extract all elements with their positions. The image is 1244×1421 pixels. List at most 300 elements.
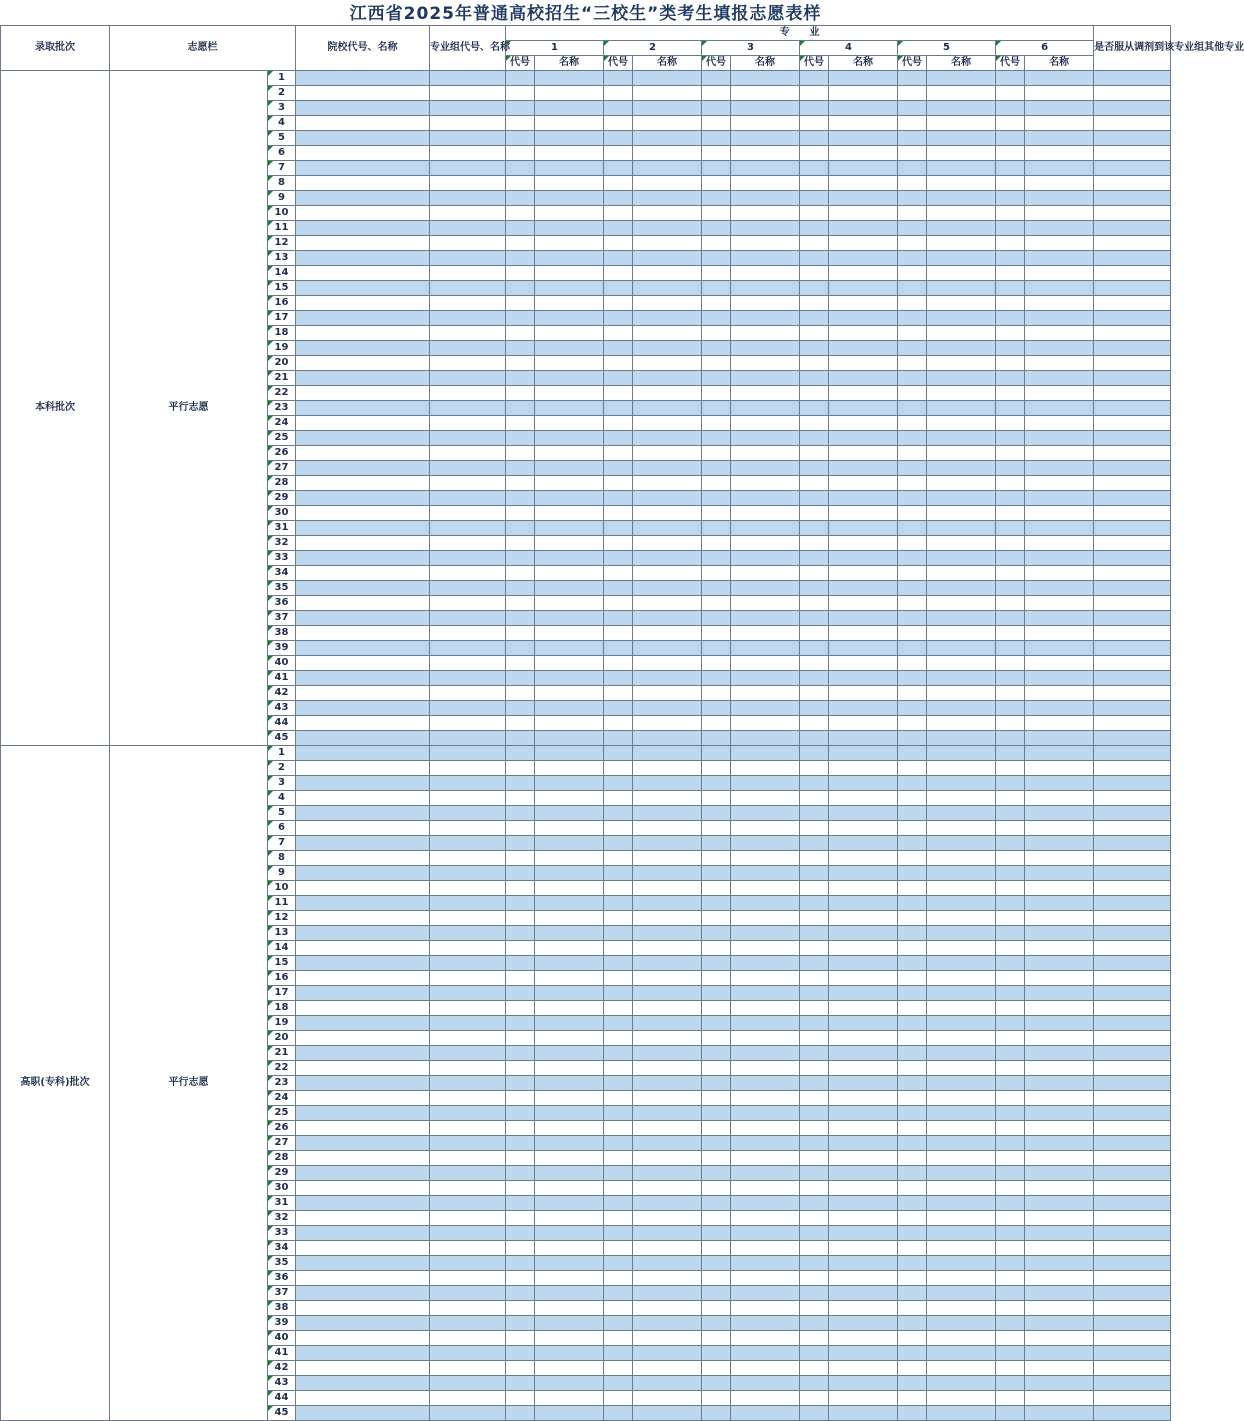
major-name-cell[interactable] xyxy=(731,926,800,941)
major-code-cell[interactable] xyxy=(996,401,1025,416)
adjust-cell[interactable] xyxy=(1094,461,1171,476)
major-code-cell[interactable] xyxy=(604,1376,633,1391)
major-name-cell[interactable] xyxy=(1025,776,1094,791)
school-cell[interactable] xyxy=(296,566,430,581)
major-code-cell[interactable] xyxy=(604,86,633,101)
major-name-cell[interactable] xyxy=(927,1376,996,1391)
major-name-cell[interactable] xyxy=(927,521,996,536)
major-code-cell[interactable] xyxy=(898,776,927,791)
school-cell[interactable] xyxy=(296,221,430,236)
major-code-cell[interactable] xyxy=(506,1001,535,1016)
major-code-cell[interactable] xyxy=(604,506,633,521)
major-code-cell[interactable] xyxy=(604,1091,633,1106)
major-code-cell[interactable] xyxy=(898,221,927,236)
major-name-cell[interactable] xyxy=(535,626,604,641)
school-cell[interactable] xyxy=(296,836,430,851)
major-name-cell[interactable] xyxy=(927,656,996,671)
major-name-cell[interactable] xyxy=(1025,386,1094,401)
major-code-cell[interactable] xyxy=(898,491,927,506)
group-cell[interactable] xyxy=(430,1301,506,1316)
major-code-cell[interactable] xyxy=(702,476,731,491)
adjust-cell[interactable] xyxy=(1094,611,1171,626)
major-name-cell[interactable] xyxy=(829,491,898,506)
major-code-cell[interactable] xyxy=(702,1376,731,1391)
major-code-cell[interactable] xyxy=(604,551,633,566)
major-name-cell[interactable] xyxy=(535,1001,604,1016)
major-name-cell[interactable] xyxy=(829,401,898,416)
major-name-cell[interactable] xyxy=(633,1196,702,1211)
major-code-cell[interactable] xyxy=(506,986,535,1001)
major-code-cell[interactable] xyxy=(800,956,829,971)
group-cell[interactable] xyxy=(430,671,506,686)
major-name-cell[interactable] xyxy=(633,341,702,356)
school-cell[interactable] xyxy=(296,71,430,86)
major-name-cell[interactable] xyxy=(829,1001,898,1016)
major-name-cell[interactable] xyxy=(535,1181,604,1196)
adjust-cell[interactable] xyxy=(1094,1106,1171,1121)
major-code-cell[interactable] xyxy=(898,1076,927,1091)
major-code-cell[interactable] xyxy=(702,776,731,791)
major-name-cell[interactable] xyxy=(633,356,702,371)
adjust-cell[interactable] xyxy=(1094,1406,1171,1421)
major-code-cell[interactable] xyxy=(702,86,731,101)
adjust-cell[interactable] xyxy=(1094,806,1171,821)
major-code-cell[interactable] xyxy=(898,296,927,311)
major-code-cell[interactable] xyxy=(898,611,927,626)
major-code-cell[interactable] xyxy=(996,206,1025,221)
major-code-cell[interactable] xyxy=(702,206,731,221)
major-name-cell[interactable] xyxy=(535,701,604,716)
major-code-cell[interactable] xyxy=(604,1211,633,1226)
major-code-cell[interactable] xyxy=(996,1346,1025,1361)
major-name-cell[interactable] xyxy=(829,761,898,776)
major-name-cell[interactable] xyxy=(731,1301,800,1316)
major-name-cell[interactable] xyxy=(535,401,604,416)
major-name-cell[interactable] xyxy=(1025,701,1094,716)
adjust-cell[interactable] xyxy=(1094,356,1171,371)
major-code-cell[interactable] xyxy=(800,401,829,416)
group-cell[interactable] xyxy=(430,1181,506,1196)
major-name-cell[interactable] xyxy=(829,266,898,281)
major-code-cell[interactable] xyxy=(506,401,535,416)
adjust-cell[interactable] xyxy=(1094,191,1171,206)
major-name-cell[interactable] xyxy=(731,476,800,491)
group-cell[interactable] xyxy=(430,341,506,356)
major-name-cell[interactable] xyxy=(829,146,898,161)
major-name-cell[interactable] xyxy=(829,326,898,341)
major-name-cell[interactable] xyxy=(633,491,702,506)
major-name-cell[interactable] xyxy=(1025,311,1094,326)
adjust-cell[interactable] xyxy=(1094,491,1171,506)
adjust-cell[interactable] xyxy=(1094,281,1171,296)
major-name-cell[interactable] xyxy=(829,671,898,686)
adjust-cell[interactable] xyxy=(1094,161,1171,176)
school-cell[interactable] xyxy=(296,266,430,281)
major-name-cell[interactable] xyxy=(535,236,604,251)
major-code-cell[interactable] xyxy=(702,881,731,896)
major-name-cell[interactable] xyxy=(535,836,604,851)
school-cell[interactable] xyxy=(296,1061,430,1076)
major-code-cell[interactable] xyxy=(996,1031,1025,1046)
major-code-cell[interactable] xyxy=(604,1346,633,1361)
major-code-cell[interactable] xyxy=(702,1391,731,1406)
major-name-cell[interactable] xyxy=(927,266,996,281)
major-code-cell[interactable] xyxy=(800,191,829,206)
group-cell[interactable] xyxy=(430,686,506,701)
major-name-cell[interactable] xyxy=(731,161,800,176)
school-cell[interactable] xyxy=(296,671,430,686)
major-name-cell[interactable] xyxy=(731,866,800,881)
major-name-cell[interactable] xyxy=(633,476,702,491)
major-name-cell[interactable] xyxy=(731,1316,800,1331)
major-name-cell[interactable] xyxy=(633,1151,702,1166)
major-code-cell[interactable] xyxy=(604,1406,633,1421)
major-code-cell[interactable] xyxy=(898,731,927,746)
major-code-cell[interactable] xyxy=(898,1151,927,1166)
major-name-cell[interactable] xyxy=(731,821,800,836)
group-cell[interactable] xyxy=(430,1286,506,1301)
major-code-cell[interactable] xyxy=(604,1391,633,1406)
major-code-cell[interactable] xyxy=(800,686,829,701)
major-name-cell[interactable] xyxy=(829,131,898,146)
major-name-cell[interactable] xyxy=(731,221,800,236)
major-name-cell[interactable] xyxy=(829,86,898,101)
major-code-cell[interactable] xyxy=(996,251,1025,266)
major-name-cell[interactable] xyxy=(731,1376,800,1391)
major-name-cell[interactable] xyxy=(1025,926,1094,941)
major-name-cell[interactable] xyxy=(927,1121,996,1136)
group-cell[interactable] xyxy=(430,626,506,641)
major-code-cell[interactable] xyxy=(996,836,1025,851)
major-code-cell[interactable] xyxy=(800,521,829,536)
major-code-cell[interactable] xyxy=(506,146,535,161)
major-code-cell[interactable] xyxy=(702,731,731,746)
major-name-cell[interactable] xyxy=(633,131,702,146)
major-name-cell[interactable] xyxy=(927,626,996,641)
major-name-cell[interactable] xyxy=(731,1076,800,1091)
major-code-cell[interactable] xyxy=(996,686,1025,701)
major-name-cell[interactable] xyxy=(1025,731,1094,746)
major-name-cell[interactable] xyxy=(731,956,800,971)
school-cell[interactable] xyxy=(296,911,430,926)
major-name-cell[interactable] xyxy=(927,1331,996,1346)
major-code-cell[interactable] xyxy=(996,281,1025,296)
major-name-cell[interactable] xyxy=(535,461,604,476)
major-code-cell[interactable] xyxy=(506,176,535,191)
major-code-cell[interactable] xyxy=(996,446,1025,461)
major-code-cell[interactable] xyxy=(898,896,927,911)
group-cell[interactable] xyxy=(430,1031,506,1046)
major-name-cell[interactable] xyxy=(829,1031,898,1046)
school-cell[interactable] xyxy=(296,341,430,356)
group-cell[interactable] xyxy=(430,1241,506,1256)
major-name-cell[interactable] xyxy=(633,311,702,326)
major-name-cell[interactable] xyxy=(927,821,996,836)
major-name-cell[interactable] xyxy=(633,596,702,611)
major-name-cell[interactable] xyxy=(927,1361,996,1376)
major-name-cell[interactable] xyxy=(633,116,702,131)
major-code-cell[interactable] xyxy=(702,146,731,161)
major-code-cell[interactable] xyxy=(604,1151,633,1166)
major-code-cell[interactable] xyxy=(996,371,1025,386)
adjust-cell[interactable] xyxy=(1094,1376,1171,1391)
major-name-cell[interactable] xyxy=(633,446,702,461)
group-cell[interactable] xyxy=(430,896,506,911)
group-cell[interactable] xyxy=(430,1361,506,1376)
major-name-cell[interactable] xyxy=(633,1166,702,1181)
major-code-cell[interactable] xyxy=(996,941,1025,956)
major-code-cell[interactable] xyxy=(506,1286,535,1301)
major-name-cell[interactable] xyxy=(927,386,996,401)
major-name-cell[interactable] xyxy=(731,1091,800,1106)
major-name-cell[interactable] xyxy=(535,326,604,341)
major-name-cell[interactable] xyxy=(633,956,702,971)
major-code-cell[interactable] xyxy=(996,791,1025,806)
major-code-cell[interactable] xyxy=(996,161,1025,176)
major-code-cell[interactable] xyxy=(702,1121,731,1136)
group-cell[interactable] xyxy=(430,761,506,776)
major-code-cell[interactable] xyxy=(604,1046,633,1061)
major-name-cell[interactable] xyxy=(829,1256,898,1271)
major-name-cell[interactable] xyxy=(927,356,996,371)
major-name-cell[interactable] xyxy=(1025,116,1094,131)
major-code-cell[interactable] xyxy=(996,1166,1025,1181)
major-code-cell[interactable] xyxy=(604,731,633,746)
major-name-cell[interactable] xyxy=(1025,176,1094,191)
major-name-cell[interactable] xyxy=(927,1406,996,1421)
major-name-cell[interactable] xyxy=(731,251,800,266)
major-name-cell[interactable] xyxy=(535,776,604,791)
major-code-cell[interactable] xyxy=(604,341,633,356)
major-code-cell[interactable] xyxy=(604,311,633,326)
major-name-cell[interactable] xyxy=(1025,1001,1094,1016)
major-code-cell[interactable] xyxy=(898,1406,927,1421)
major-code-cell[interactable] xyxy=(898,1031,927,1046)
major-name-cell[interactable] xyxy=(829,1391,898,1406)
major-name-cell[interactable] xyxy=(829,851,898,866)
major-name-cell[interactable] xyxy=(731,281,800,296)
school-cell[interactable] xyxy=(296,1106,430,1121)
adjust-cell[interactable] xyxy=(1094,476,1171,491)
major-code-cell[interactable] xyxy=(702,626,731,641)
major-name-cell[interactable] xyxy=(633,1376,702,1391)
major-code-cell[interactable] xyxy=(702,1301,731,1316)
group-cell[interactable] xyxy=(430,506,506,521)
school-cell[interactable] xyxy=(296,866,430,881)
major-name-cell[interactable] xyxy=(535,176,604,191)
major-code-cell[interactable] xyxy=(702,1211,731,1226)
major-code-cell[interactable] xyxy=(702,446,731,461)
major-name-cell[interactable] xyxy=(1025,1211,1094,1226)
major-code-cell[interactable] xyxy=(996,1151,1025,1166)
major-name-cell[interactable] xyxy=(829,566,898,581)
adjust-cell[interactable] xyxy=(1094,941,1171,956)
major-name-cell[interactable] xyxy=(731,1016,800,1031)
major-code-cell[interactable] xyxy=(702,791,731,806)
major-name-cell[interactable] xyxy=(535,761,604,776)
major-code-cell[interactable] xyxy=(898,941,927,956)
major-code-cell[interactable] xyxy=(996,1091,1025,1106)
major-name-cell[interactable] xyxy=(927,416,996,431)
adjust-cell[interactable] xyxy=(1094,386,1171,401)
group-cell[interactable] xyxy=(430,1271,506,1286)
major-code-cell[interactable] xyxy=(996,626,1025,641)
major-name-cell[interactable] xyxy=(1025,401,1094,416)
major-code-cell[interactable] xyxy=(800,746,829,761)
major-name-cell[interactable] xyxy=(731,1226,800,1241)
major-code-cell[interactable] xyxy=(898,1376,927,1391)
adjust-cell[interactable] xyxy=(1094,341,1171,356)
major-name-cell[interactable] xyxy=(1025,626,1094,641)
major-name-cell[interactable] xyxy=(731,446,800,461)
major-code-cell[interactable] xyxy=(898,1166,927,1181)
adjust-cell[interactable] xyxy=(1094,671,1171,686)
major-name-cell[interactable] xyxy=(829,986,898,1001)
adjust-cell[interactable] xyxy=(1094,71,1171,86)
major-code-cell[interactable] xyxy=(898,1331,927,1346)
major-code-cell[interactable] xyxy=(506,1346,535,1361)
major-code-cell[interactable] xyxy=(898,206,927,221)
major-name-cell[interactable] xyxy=(829,1196,898,1211)
major-name-cell[interactable] xyxy=(633,881,702,896)
adjust-cell[interactable] xyxy=(1094,1136,1171,1151)
group-cell[interactable] xyxy=(430,1166,506,1181)
school-cell[interactable] xyxy=(296,746,430,761)
group-cell[interactable] xyxy=(430,536,506,551)
major-code-cell[interactable] xyxy=(800,1136,829,1151)
major-code-cell[interactable] xyxy=(506,626,535,641)
major-name-cell[interactable] xyxy=(1025,1106,1094,1121)
major-name-cell[interactable] xyxy=(1025,686,1094,701)
major-name-cell[interactable] xyxy=(927,176,996,191)
major-name-cell[interactable] xyxy=(731,986,800,1001)
major-name-cell[interactable] xyxy=(927,776,996,791)
major-name-cell[interactable] xyxy=(829,1226,898,1241)
major-name-cell[interactable] xyxy=(633,716,702,731)
major-name-cell[interactable] xyxy=(927,1061,996,1076)
adjust-cell[interactable] xyxy=(1094,1166,1171,1181)
school-cell[interactable] xyxy=(296,1406,430,1421)
major-code-cell[interactable] xyxy=(702,461,731,476)
major-name-cell[interactable] xyxy=(633,1361,702,1376)
major-name-cell[interactable] xyxy=(633,1256,702,1271)
major-name-cell[interactable] xyxy=(1025,1196,1094,1211)
major-name-cell[interactable] xyxy=(731,686,800,701)
group-cell[interactable] xyxy=(430,701,506,716)
adjust-cell[interactable] xyxy=(1094,1181,1171,1196)
major-code-cell[interactable] xyxy=(898,371,927,386)
major-code-cell[interactable] xyxy=(506,806,535,821)
major-name-cell[interactable] xyxy=(829,356,898,371)
major-code-cell[interactable] xyxy=(996,476,1025,491)
major-code-cell[interactable] xyxy=(604,971,633,986)
major-code-cell[interactable] xyxy=(604,1196,633,1211)
major-name-cell[interactable] xyxy=(731,641,800,656)
major-code-cell[interactable] xyxy=(898,1061,927,1076)
major-name-cell[interactable] xyxy=(1025,266,1094,281)
major-code-cell[interactable] xyxy=(800,1061,829,1076)
major-code-cell[interactable] xyxy=(604,1061,633,1076)
major-name-cell[interactable] xyxy=(1025,131,1094,146)
major-name-cell[interactable] xyxy=(829,941,898,956)
major-code-cell[interactable] xyxy=(702,716,731,731)
major-code-cell[interactable] xyxy=(506,551,535,566)
school-cell[interactable] xyxy=(296,1076,430,1091)
major-name-cell[interactable] xyxy=(731,311,800,326)
major-name-cell[interactable] xyxy=(829,71,898,86)
adjust-cell[interactable] xyxy=(1094,656,1171,671)
group-cell[interactable] xyxy=(430,101,506,116)
major-name-cell[interactable] xyxy=(731,536,800,551)
school-cell[interactable] xyxy=(296,86,430,101)
major-code-cell[interactable] xyxy=(800,176,829,191)
major-code-cell[interactable] xyxy=(506,671,535,686)
major-name-cell[interactable] xyxy=(731,191,800,206)
group-cell[interactable] xyxy=(430,986,506,1001)
major-code-cell[interactable] xyxy=(702,326,731,341)
major-name-cell[interactable] xyxy=(731,116,800,131)
major-code-cell[interactable] xyxy=(506,641,535,656)
major-name-cell[interactable] xyxy=(927,341,996,356)
major-code-cell[interactable] xyxy=(996,971,1025,986)
major-code-cell[interactable] xyxy=(702,401,731,416)
major-code-cell[interactable] xyxy=(702,356,731,371)
major-code-cell[interactable] xyxy=(506,386,535,401)
major-code-cell[interactable] xyxy=(898,746,927,761)
major-code-cell[interactable] xyxy=(898,326,927,341)
major-name-cell[interactable] xyxy=(1025,611,1094,626)
school-cell[interactable] xyxy=(296,146,430,161)
major-code-cell[interactable] xyxy=(506,311,535,326)
adjust-cell[interactable] xyxy=(1094,116,1171,131)
group-cell[interactable] xyxy=(430,1391,506,1406)
major-code-cell[interactable] xyxy=(604,566,633,581)
group-cell[interactable] xyxy=(430,776,506,791)
major-name-cell[interactable] xyxy=(731,1121,800,1136)
major-code-cell[interactable] xyxy=(702,746,731,761)
major-code-cell[interactable] xyxy=(604,626,633,641)
major-name-cell[interactable] xyxy=(1025,521,1094,536)
major-code-cell[interactable] xyxy=(800,806,829,821)
major-name-cell[interactable] xyxy=(731,1406,800,1421)
major-name-cell[interactable] xyxy=(927,641,996,656)
major-name-cell[interactable] xyxy=(633,1121,702,1136)
major-code-cell[interactable] xyxy=(506,71,535,86)
major-code-cell[interactable] xyxy=(506,1241,535,1256)
major-name-cell[interactable] xyxy=(731,1151,800,1166)
major-name-cell[interactable] xyxy=(1025,656,1094,671)
major-name-cell[interactable] xyxy=(829,956,898,971)
major-name-cell[interactable] xyxy=(829,296,898,311)
major-code-cell[interactable] xyxy=(702,1196,731,1211)
major-code-cell[interactable] xyxy=(702,1136,731,1151)
major-name-cell[interactable] xyxy=(829,206,898,221)
major-name-cell[interactable] xyxy=(1025,881,1094,896)
major-code-cell[interactable] xyxy=(898,821,927,836)
major-code-cell[interactable] xyxy=(898,701,927,716)
major-name-cell[interactable] xyxy=(927,596,996,611)
adjust-cell[interactable] xyxy=(1094,401,1171,416)
major-code-cell[interactable] xyxy=(996,266,1025,281)
major-name-cell[interactable] xyxy=(927,971,996,986)
major-name-cell[interactable] xyxy=(1025,551,1094,566)
major-code-cell[interactable] xyxy=(800,1196,829,1211)
major-code-cell[interactable] xyxy=(702,521,731,536)
major-code-cell[interactable] xyxy=(702,596,731,611)
adjust-cell[interactable] xyxy=(1094,521,1171,536)
major-code-cell[interactable] xyxy=(506,656,535,671)
major-code-cell[interactable] xyxy=(898,191,927,206)
